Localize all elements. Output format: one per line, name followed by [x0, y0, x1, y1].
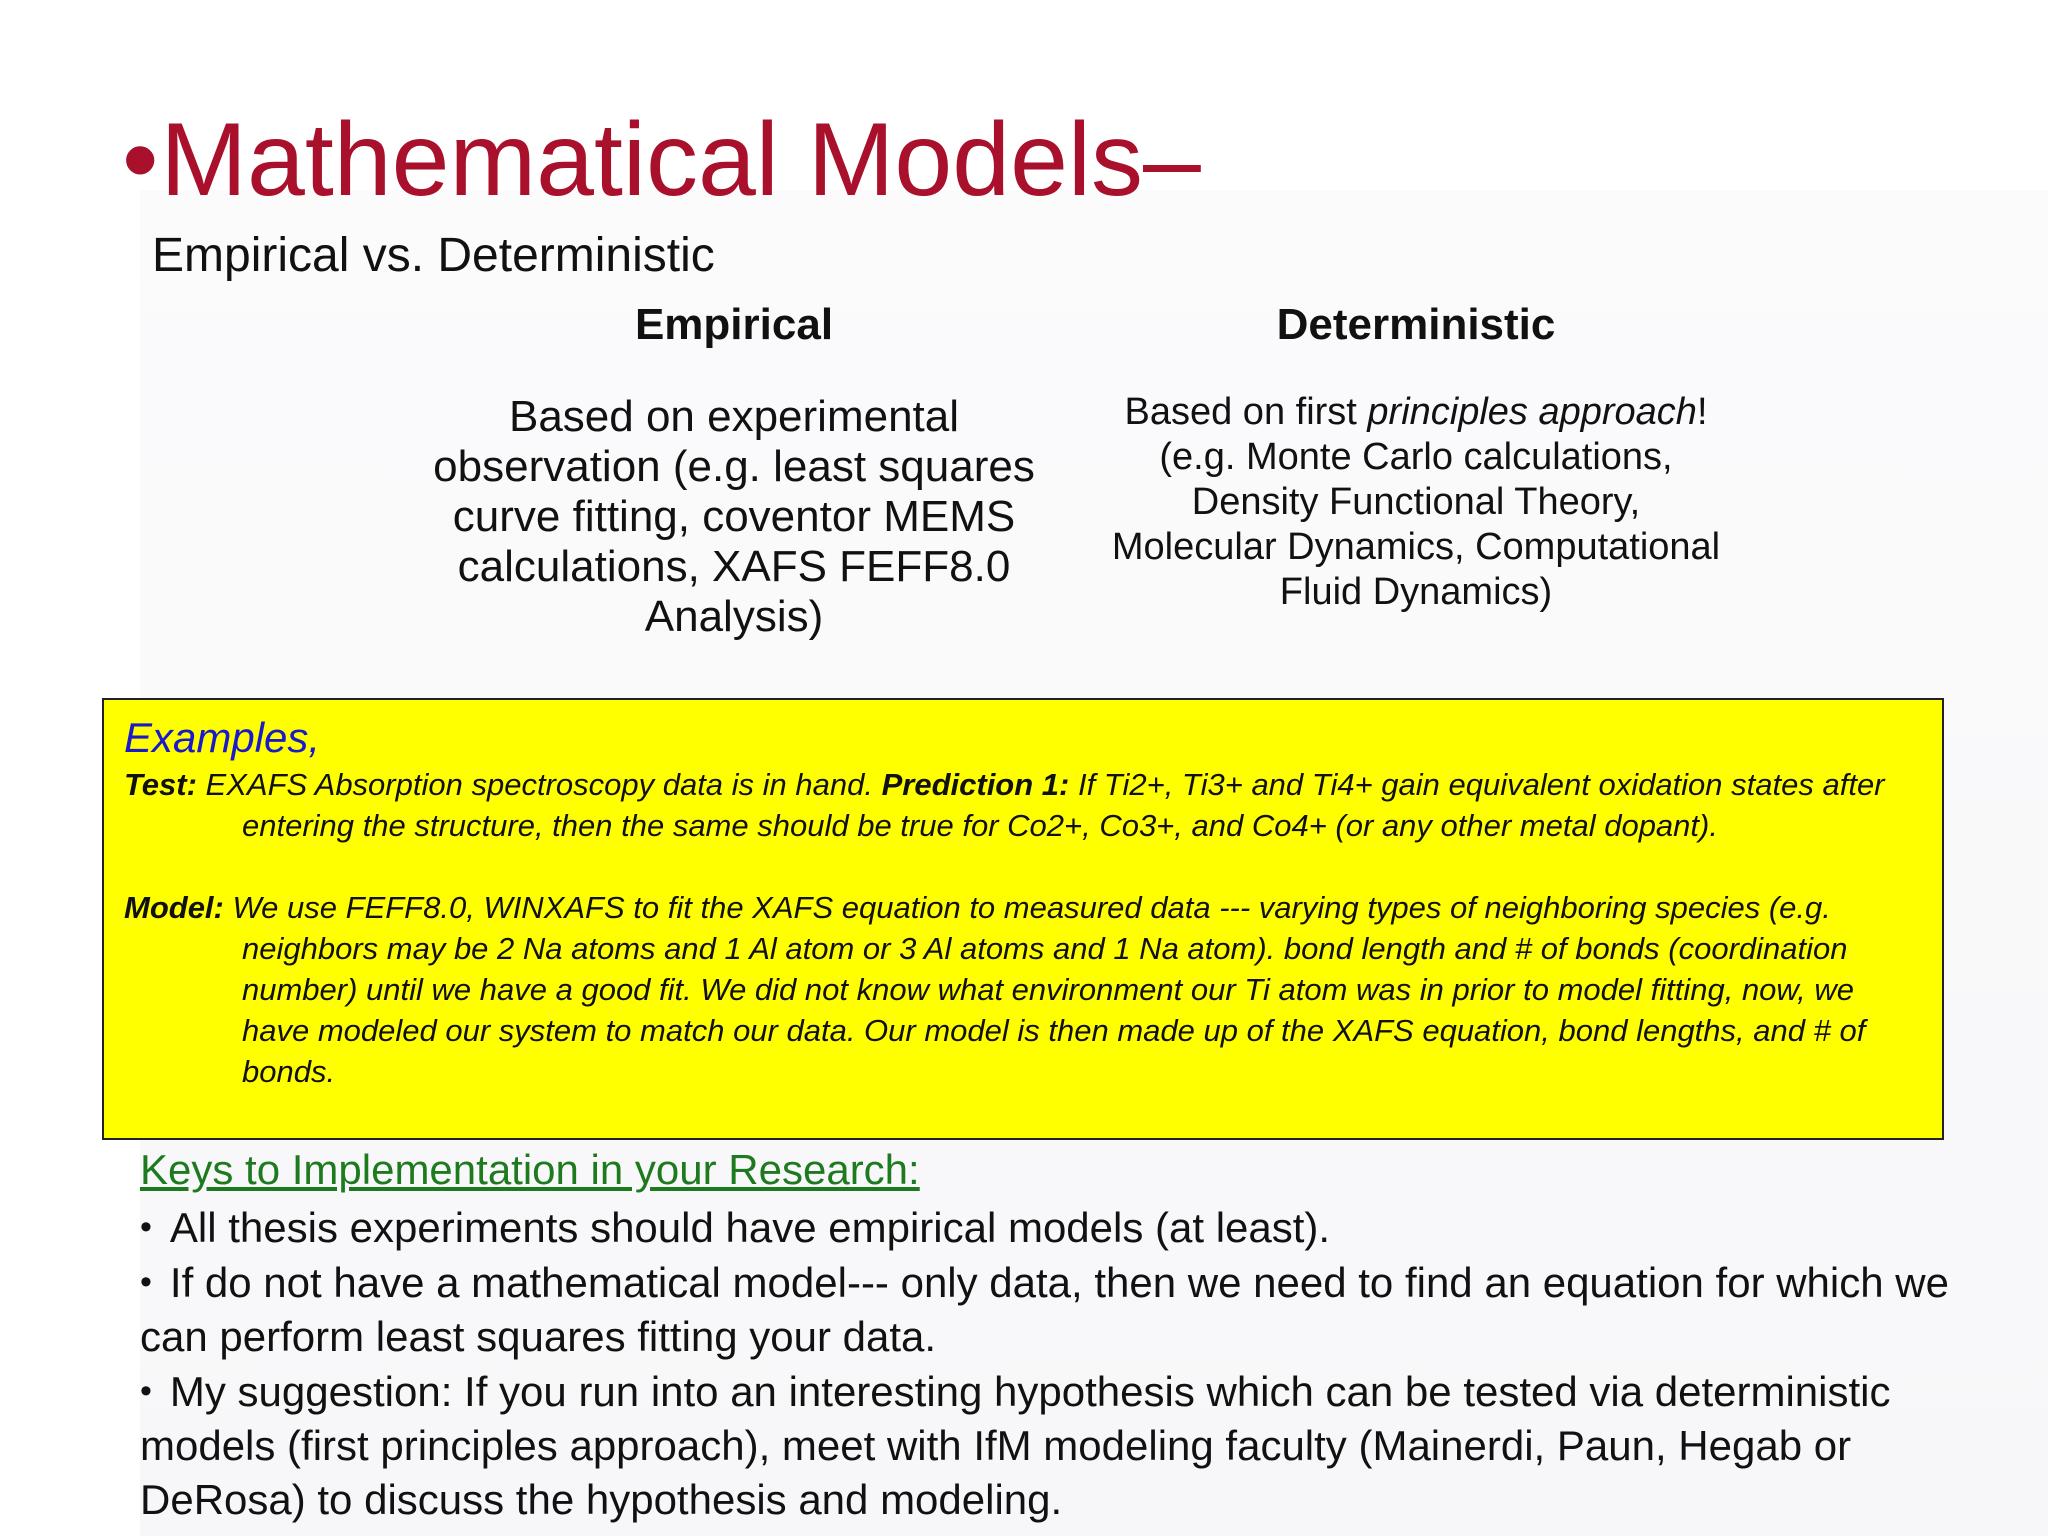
- empirical-heading: Empirical: [634, 300, 834, 349]
- bullet-icon: •: [140, 1263, 152, 1301]
- deterministic-line: (e.g. Monte Carlo calculations,: [1159, 436, 1673, 478]
- empirical-line: observation (e.g. least squares: [433, 442, 1035, 491]
- paragraph-gap: [124, 846, 1922, 887]
- keys-item-text: My suggestion: If you run into an interesting hypothesis which can be tested via deterministic models (first principles approach), meet with IfM modeling faculty (Mainerdi, Paun, Hegab or DeRosa) to discuss the hypothesis and modeling.: [140, 1368, 1891, 1523]
- prediction-label: Prediction 1:: [881, 767, 1070, 802]
- keys-list-item: [140, 1255, 2020, 1364]
- empirical-line: Analysis): [644, 592, 824, 641]
- deterministic-line: Molecular Dynamics, Computational: [1111, 526, 1721, 568]
- empirical-description: [398, 392, 1070, 642]
- bullet-icon: •: [140, 1208, 152, 1246]
- deterministic-line-italic: principles approach: [1367, 391, 1697, 433]
- title-text: Mathematical Models–: [160, 102, 1201, 218]
- empirical-line: curve fitting, coventor MEMS: [452, 492, 1016, 541]
- keys-list: [140, 1200, 2020, 1527]
- empirical-line: Based on experimental: [508, 392, 960, 441]
- deterministic-description: [1086, 390, 1746, 615]
- keys-heading: Keys to Implementation in your Research:: [140, 1146, 920, 1193]
- keys-list-item: [140, 1200, 2020, 1255]
- deterministic-heading: Deterministic: [1276, 300, 1556, 349]
- keys-item-text: If do not have a mathematical model--- only data, then we need to find an equation for which we can perform least squares fitting your data.: [140, 1259, 1949, 1360]
- examples-box: [102, 698, 1944, 1140]
- test-text: EXAFS Absorption spectroscopy data is in hand.: [196, 767, 882, 802]
- slide-subtitle: Empirical vs. Deterministic: [152, 229, 715, 282]
- deterministic-line-post: !: [1696, 391, 1708, 433]
- title-bullet: •: [122, 102, 159, 218]
- deterministic-line: [1086, 390, 1746, 435]
- empirical-column: [398, 300, 1070, 642]
- model-paragraph: [124, 887, 1922, 1092]
- prediction-text: If Ti2+, Ti3+ and Ti4+ gain equivalent oxidation states after entering the structure, then the same should be true for Co2+, Co3+, and Co4+ (or any other metal dopant).: [242, 767, 1885, 843]
- test-label: Test:: [124, 767, 197, 802]
- keys-item-text: All thesis experiments should have empirical models (at least).: [169, 1204, 1331, 1251]
- slide-title: [122, 102, 1201, 218]
- bullet-icon: •: [140, 1372, 152, 1410]
- examples-heading: Examples,: [124, 714, 321, 761]
- keys-list-item: [140, 1364, 2020, 1527]
- deterministic-column: [1086, 300, 1746, 615]
- empirical-line: calculations, XAFS FEFF8.0: [457, 542, 1011, 591]
- test-paragraph: [124, 764, 1922, 846]
- deterministic-line: Density Functional Theory,: [1191, 481, 1641, 523]
- deterministic-line-pre: Based on first: [1124, 391, 1368, 433]
- deterministic-line: Fluid Dynamics): [1279, 571, 1553, 613]
- model-text: We use FEFF8.0, WINXAFS to fit the XAFS equation to measured data --- varying types of neighboring species (e.g. neighbors may be 2 Na atoms and 1 Al atom or 3 Al atoms and 1 Na atom). bond length and # of bonds (coordination number) until we have a good fit. We did not know what environment our Ti atom was in prior to model fitting, now, we have modeled our system to match our data. Our model is then made up of the XAFS equation, bond lengths, and # of bonds.: [223, 890, 1866, 1089]
- model-label: Model:: [124, 890, 224, 925]
